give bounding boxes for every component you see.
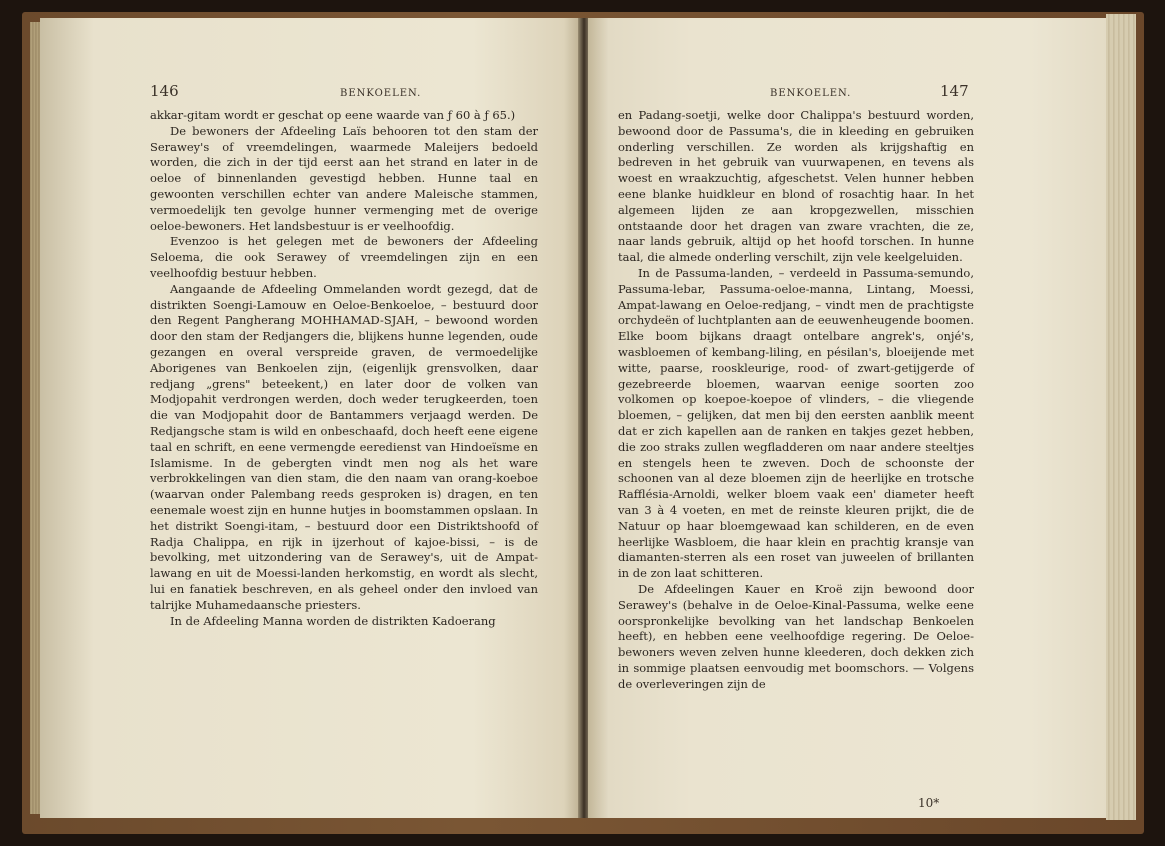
left-body-text: [150, 108, 538, 629]
right-page-number: 147: [940, 82, 969, 100]
paragraph: De Afdeelingen Kauer en Kroë zijn bewoond door Serawey's (behalve in de Oeloe-Kinal-Passuma, welke eene oorspronkelijke bevolking van het landschap Benkoelen heeft), en hebben eene veelhoofdige regering. De Oeloe-bewoners weven zelven hunne kleederen, doch dekken zich in sommige plaatsen eenvoudig met boomschors. — Volgens de overleveringen zijn de: [618, 581, 974, 691]
right-body-text: [618, 108, 974, 692]
right-page-edges: [1106, 14, 1136, 820]
paragraph: Aangaande de Afdeeling Ommelanden wordt gezegd, dat de distrikten Soengi-Lamouw en Oeloe-Benkoeloe, – bestuurd door den Regent Pangherang MOHHAMAD-SJAH, – bewoond worden door den stam der Redjangers die, blijkens hunne legenden, oude gezangen en overal verspreide graven, de vermoedelijke Aborigenes van Benkoelen zijn, (eigenlijk grensvolken, daar redjang „grens" beteekent,) en later door de volken van Modjopahit verdrongen werden, doch weder terugkeerden, toen die van Modjopahit door de Bantammers verjaagd werden. De Redjangsche stam is wild en onbeschaafd, doch heeft eene eigene taal en schrift, en eene vermengde eeredienst van Hindoeïsme en Islamisme. In de gebergten vindt men nog als het ware verbrokkelingen van dien stam, die den naam van orang-koeboe (waarvan onder Palembang reeds gesproken is) dragen, en ten eenemale woest zijn en hunne hutjes in boomstammen opslaan. In het distrikt Soengi-itam, – bestuurd door een Distriktshoofd of Radja Chalippa, en rijk in ijzerhout of kajoe-bissi, – is de bevolking, met uitzondering van de Serawey's, uit de Ampat-lawang en uit de Moessi-landen herkomstig, en wordt als slecht, lui en fanatiek beschreven, en als geheel onder den invloed van talrijke Muhamedaansche priesters.: [150, 281, 538, 612]
signature-mark: 10*: [918, 796, 940, 810]
right-page: [588, 18, 1106, 818]
paragraph: akkar-gitam wordt er geschat op eene waarde van ƒ 60 à ƒ 65.): [150, 108, 516, 122]
paragraph: De bewoners der Afdeeling Laïs behooren tot den stam der Serawey's of vreemdelingen, waarmede Maleijers bedoeld worden, die zich in der tijd eerst aan het strand en later in de oeloe of binnenlanden gevestigd hebben. Hunne taal en gewoonten verschillen echter van andere Maleische stammen, vermoedelijk ten gevolge hunner vermenging met de overige oeloe-bewoners. Het landsbestuur is er veelhoofdig.: [150, 123, 538, 233]
paragraph: In de Afdeeling Manna worden de distrikten Kadoerang: [170, 613, 496, 628]
left-page-number: 146: [150, 82, 179, 100]
left-page: [40, 18, 580, 818]
paragraph: en Padang-soetji, welke door Chalippa's bestuurd worden, bewoond door de Passuma's, die in kleeding en gebruiken onderling verschillen. Ze worden als krijgshaftig en bedreven in het gebruik van vuurwapenen, en tevens als woest en wraakzuchtig, afgeschetst. Velen hunner hebben eene blanke huidkleur en blond of rosachtig haar. In het algemeen lijden ze aan kropgezwellen, misschien ontstaande door het dragen van zware vrachten, die ze, naar lands gebruik, altijd op het hoofd torschen. In hunne taal, die almede onderling verschilt, zijn vele keelgeluiden.: [618, 108, 974, 265]
right-running-header: BENKOELEN.: [770, 88, 852, 99]
paragraph: Evenzoo is het gelegen met de bewoners der Afdeeling Seloema, die ook Serawey of vreemdelingen zijn en een veelhoofdig bestuur hebben.: [150, 234, 538, 280]
left-running-header: BENKOELEN.: [340, 88, 422, 99]
paragraph: In de Passuma-landen, – verdeeld in Passuma-semundo, Passuma-lebar, Passuma-oeloe-manna, Lintang, Moessi, Ampat-lawang en Oeloe-redjang, – vindt men de prachtigste orchydeën of luchtplanten aan de eeuwenheugende boomen. Elke boom bijkans draagt ontelbare angrek's, onjé's, wasbloemen of kembang-liling, en pésilan's, bloeijende met witte, paarse, rooskleurige, rood- of zwart-getijgerde of gezebreerde bloemen, waarvan eenige soorten zoo volkomen op koepoe-koepoe of vlinders, – die vliegende bloemen, – gelijken, dat men bij den eersten aanblik meent dat er zich kapellen aan de ranken en takjes gezet hebben, die zoo straks zullen wegfladderen om naar andere steeltjes en stengels heen te zweven. Doch de schoonste der schoonen van al deze bloemen zijn de heerlijke en trotsche Rafflésia-Arnoldi, welker bloem vaak een' diameter heeft van 3 à 4 voeten, en met de reinste kleuren prijkt, die de Natuur op haar bloemgewaad kan schilderen, en de even heerlijke Wasbloem, die haar klein en prachtig kransje van diamanten-sterren als een roset van juweelen of brillanten in de zon laat schitteren.: [618, 265, 974, 581]
